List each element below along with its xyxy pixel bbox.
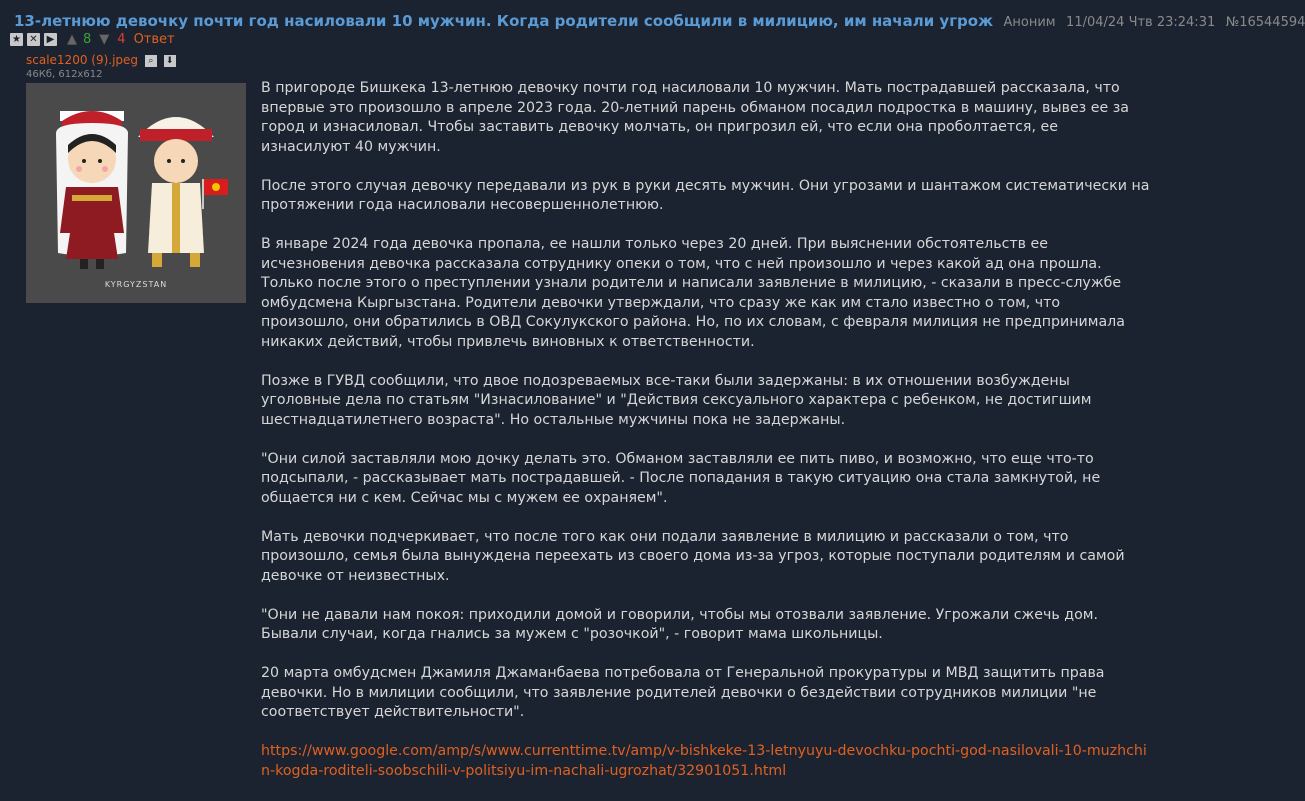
post-header [14,12,1305,30]
body-paragraph: "Они не давали нам покоя: приходили домой и говорили, чтобы мы отозвали заявление. Угрожали сжечь дом. Бывали случаи, когда гнались за мужем с "розочкой", - говорит мама школьницы. [261,606,1098,642]
body-paragraph: После этого случая девочку передавали из рук в руки десять мужчин. Они угрозами и шантажом систематически на протяжении года насиловали несовершеннолетнюю. [261,177,1150,213]
dislike-count[interactable]: 4 [117,32,126,47]
post-number[interactable]: №16544594 [1225,15,1305,30]
post-body [261,79,1151,801]
star-icon[interactable]: ★ [10,33,23,46]
body-paragraph: В пригороде Бишкека 13-летнюю девочку почти год насиловали 10 мужчин. Мать пострадавшей рассказала, что впервые это произошло в апреле 2023 года. 20-летний парень обманом посадил подростка в машину, вывез ее за город и изнасиловал. Чтобы заставить девочку молчать, он пригрозил ей, что если она проболтается, ее изнасилуют 40 мужчин. [261,80,1129,155]
kyrgyz-couple-illustration [26,83,246,303]
download-icon[interactable]: ⬇ [164,55,176,67]
file-meta: 46Кб, 612x612 [26,69,103,80]
search-icon[interactable]: ⌕ [145,55,157,67]
body-paragraph: "Они силой заставляли мою дочку делать это. Обманом заставляли ее пить пиво, и возможно, что еще что-то подсыпали, - рассказывает мать пострадавшей. - После попадания в такую ситуацию она стала замкнутой, не общается ни с кем. Сейчас мы с мужем ее охраняем". [261,450,1101,506]
post-actions [10,32,175,47]
post-author: Аноним [1003,15,1056,30]
post-datetime: 11/04/24 Чтв 23:24:31 [1066,15,1216,30]
body-paragraph: 20 марта омбудсмен Джамиля Джаманбаева потребовала от Генеральной прокуратуры и МВД защитить права девочки. Но в милиции сообщили, что заявление родителей девочки о бездействии сотрудников милиции "не соответствует действительности". [261,665,1105,720]
file-name-link[interactable]: scale1200 (9).jpeg [26,53,139,67]
reply-link[interactable]: Ответ [133,32,175,47]
like-count[interactable]: 8 [83,32,92,47]
body-paragraph: Позже в ГУВД сообщили, что двое подозреваемых все-таки были задержаны: в их отношении возбуждены уголовные дела по статьям "Изнасилование" и "Действия сексуального характера с ребенком, не достигшим шестнадцатилетнего возраста". Но остальные мужчины пока не задержаны. [261,372,1092,428]
post-image-thumbnail[interactable] [26,83,246,303]
play-icon[interactable]: ▶ [44,33,57,46]
file-info [26,53,176,67]
source-link[interactable]: https://www.google.com/amp/s/www.currenttime.tv/amp/v-bishkeke-13-letnyuyu-devochku-pochti-god-nasilovali-10-muzhchin-kogda-roditeli-soobschili-v-politsiyu-im-nachali-ugrozhat/32901051.html [261,743,1147,779]
body-paragraph: Мать девочки подчеркивает, что после того как они подали заявление в милицию и рассказали о том, что произошло, семья была вынуждена переехать из своего дома из-за угроз, которые поступали родителям и самой девочке от неизвестных. [261,528,1125,584]
close-icon[interactable]: ✕ [27,33,40,46]
image-caption: KYRGYZSTAN [104,280,168,289]
thumbs-down-icon[interactable]: ▼ [99,32,110,47]
body-paragraph: В январе 2024 года девочка пропала, ее нашли только через 20 дней. При выяснении обстоятельств ее исчезновения девочка рассказала сотруднику опеки о том, что с ней произошло и через какой ад она прошла. Только после этого о преступлении узнали родители и написали заявление в милицию, - сказали в пресс-службе омбудсмена Кыргызстана. Родители девочки утверждали, что сразу же как им стало известно о том, что произошло, они обратились в ОВД Сокулукского района. Но, по их словам, с февраля милиция не предпринимала никаких действий, чтобы привлечь виновных к ответственности. [261,236,1125,350]
post-title: 13-летнюю девочку почти год насиловали 10 мужчин. Когда родители сообщили в милицию, им начали угрож [14,12,994,30]
thumbs-up-icon[interactable]: ▲ [67,32,77,47]
